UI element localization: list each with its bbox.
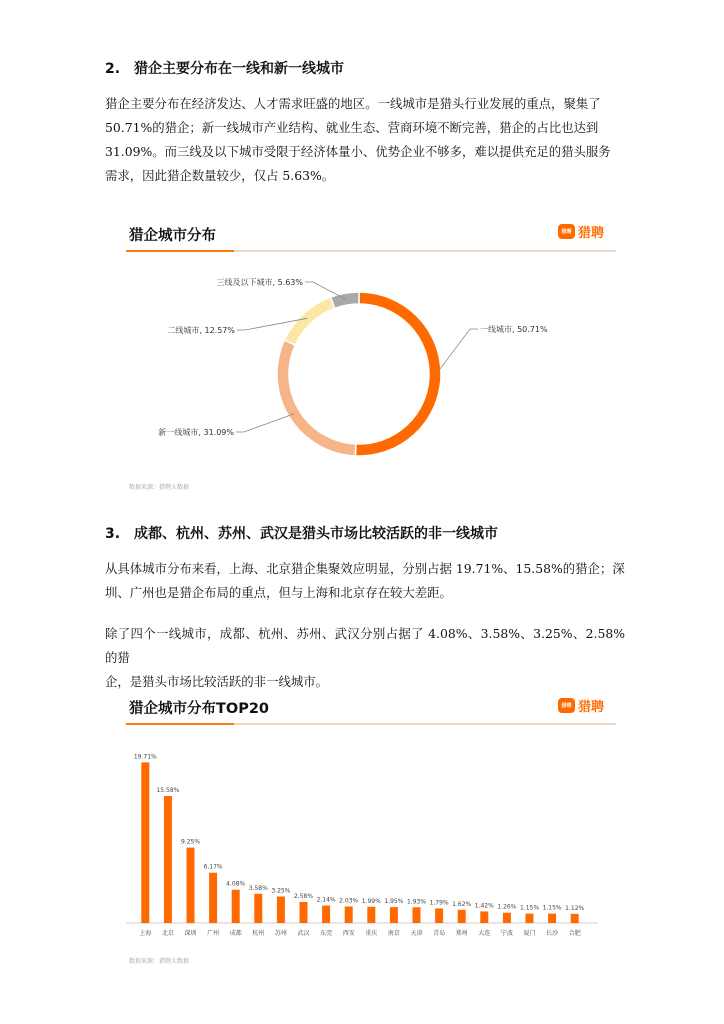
bar-category-label: 郑州 — [455, 930, 468, 937]
bar — [435, 908, 443, 923]
bar-value-label: 1.99% — [361, 897, 381, 905]
bar-value-label: 1.15% — [542, 904, 562, 912]
bar — [413, 907, 421, 923]
bar-category-label: 上海 — [139, 930, 152, 937]
bar — [571, 914, 579, 923]
bar-category-label: 南京 — [387, 930, 400, 937]
liepin-logo — [558, 696, 604, 715]
donut-slice-label: 三线及以下城市, 5.63% — [216, 278, 303, 287]
donut-chart-title: 猎企城市分布 — [129, 228, 216, 244]
bar-category-label: 厦门 — [523, 930, 536, 937]
bar — [232, 890, 240, 923]
bar-value-label: 3.25% — [271, 887, 291, 895]
bar — [548, 914, 556, 923]
donut-slice-label: 二线城市, 12.57% — [167, 326, 235, 335]
bar-value-label: 1.15% — [519, 904, 540, 912]
bar — [367, 907, 375, 923]
bar-value-label: 2.14% — [316, 896, 336, 904]
bar-category-label: 深圳 — [184, 930, 197, 937]
donut-slice-label: 新一线城市, 31.09% — [158, 428, 234, 437]
bar — [187, 848, 195, 923]
bar — [503, 913, 511, 923]
bar — [345, 906, 353, 923]
bar-value-label: 1.26% — [497, 903, 517, 911]
donut-slice — [331, 292, 359, 308]
bar-category-label: 宁波 — [500, 930, 513, 937]
logo-text: 猎聘 — [578, 226, 605, 241]
section-2-heading: 2. 猎企主要分布在一线和新一线城市 — [105, 61, 345, 77]
bar — [277, 897, 285, 923]
bar-source: 数据来源：猎聘大数据 — [129, 958, 190, 965]
section-3-paragraph-2 — [105, 622, 625, 694]
bar-category-label: 大连 — [478, 930, 491, 937]
bar-value-label: 19.71% — [133, 753, 157, 761]
para-line: 需求，因此猎企数量较少，仅占 5.63%。 — [105, 168, 335, 183]
bar-category-label: 天津 — [410, 930, 423, 937]
liepin-logo — [558, 222, 604, 241]
para-line: 除了四个一线城市，成都、杭州、苏州、武汉分别占据了 4.08%、3.58%、3.25%、2.58%的猎 — [105, 626, 625, 665]
donut-leader-line — [236, 414, 294, 432]
bar-category-label: 广州 — [207, 930, 220, 937]
bar-category-label: 长沙 — [546, 930, 559, 937]
para-line: 猎企主要分布在经济发达、人才需求旺盛的地区。一线城市是猎头行业发展的重点，聚集了 — [105, 96, 601, 111]
bar-chart — [126, 740, 616, 950]
bar-category-label: 苏州 — [274, 930, 287, 937]
bar-value-label: 2.58% — [293, 892, 314, 900]
bar — [458, 910, 466, 923]
bar — [390, 907, 398, 923]
bar-value-label: 4.08% — [226, 880, 246, 888]
bar — [141, 762, 149, 923]
bar-category-label: 重庆 — [365, 930, 378, 937]
title-rule — [126, 250, 616, 252]
bar-value-label: 1.12% — [565, 904, 585, 912]
bar-value-label: 1.93% — [406, 898, 427, 906]
bar — [300, 902, 308, 923]
donut-chart — [126, 256, 616, 478]
bar-value-label: 9.25% — [180, 838, 201, 846]
bar-value-label: 1.62% — [452, 900, 472, 908]
bar-category-label: 武汉 — [297, 930, 310, 937]
para-line: 31.09%。而三线及以下城市受限于经济体量小、优势企业不够多，难以提供充足的猎头服务 — [105, 144, 611, 159]
bar-category-label: 杭州 — [252, 930, 265, 937]
bar-category-label: 成都 — [229, 930, 242, 937]
bar — [322, 906, 330, 923]
donut-slice-label: 一线城市, 50.71% — [480, 325, 548, 334]
logo-badge: 猎聘 — [558, 224, 575, 239]
bar-value-label: 3.58% — [248, 884, 268, 892]
bar — [526, 914, 534, 923]
bar-value-label: 1.79% — [429, 899, 449, 907]
bar — [254, 894, 262, 923]
para-line: 圳、广州也是猎企布局的重点，但与上海和北京存在较大差距。 — [105, 585, 452, 600]
section-3-paragraph-1 — [105, 557, 625, 605]
title-rule — [126, 723, 616, 725]
bar-chart-title: 猎企城市分布TOP20 — [129, 701, 270, 717]
bar — [164, 796, 172, 923]
donut-slice — [355, 292, 441, 456]
logo-text: 猎聘 — [578, 700, 605, 715]
para-line: 企，是猎头市场比较活跃的非一线城市。 — [105, 674, 329, 689]
logo-badge: 猎聘 — [558, 698, 575, 713]
bar — [209, 873, 217, 923]
para-line: 从具体城市分布来看，上海、北京猎企集聚效应明显，分别占据 19.71%、15.58%的猎企；深 — [105, 561, 625, 576]
bar-value-label: 6.17% — [203, 863, 223, 871]
section-2-paragraph — [105, 92, 625, 188]
bar-value-label: 1.42% — [474, 902, 494, 910]
bar-category-label: 东莞 — [320, 930, 333, 937]
bar-category-label: 北京 — [161, 930, 174, 937]
bar-category-label: 青岛 — [433, 930, 446, 937]
section-3-heading: 3. 成都、杭州、苏州、武汉是猎头市场比较活跃的非一线城市 — [105, 526, 499, 542]
bar-value-label: 1.95% — [384, 898, 404, 906]
donut-source: 数据来源：猎聘大数据 — [129, 484, 190, 491]
bar-value-label: 15.58% — [156, 787, 180, 795]
para-line: 50.71%的猎企；新一线城市产业结构、就业生态、营商环境不断完善，猎企的占比也达到 — [105, 120, 599, 135]
bar-category-label: 西安 — [342, 930, 355, 937]
bar-value-label: 2.03% — [339, 897, 359, 905]
bar-category-label: 合肥 — [568, 930, 581, 937]
donut-slice — [277, 340, 356, 456]
bar — [480, 911, 488, 923]
